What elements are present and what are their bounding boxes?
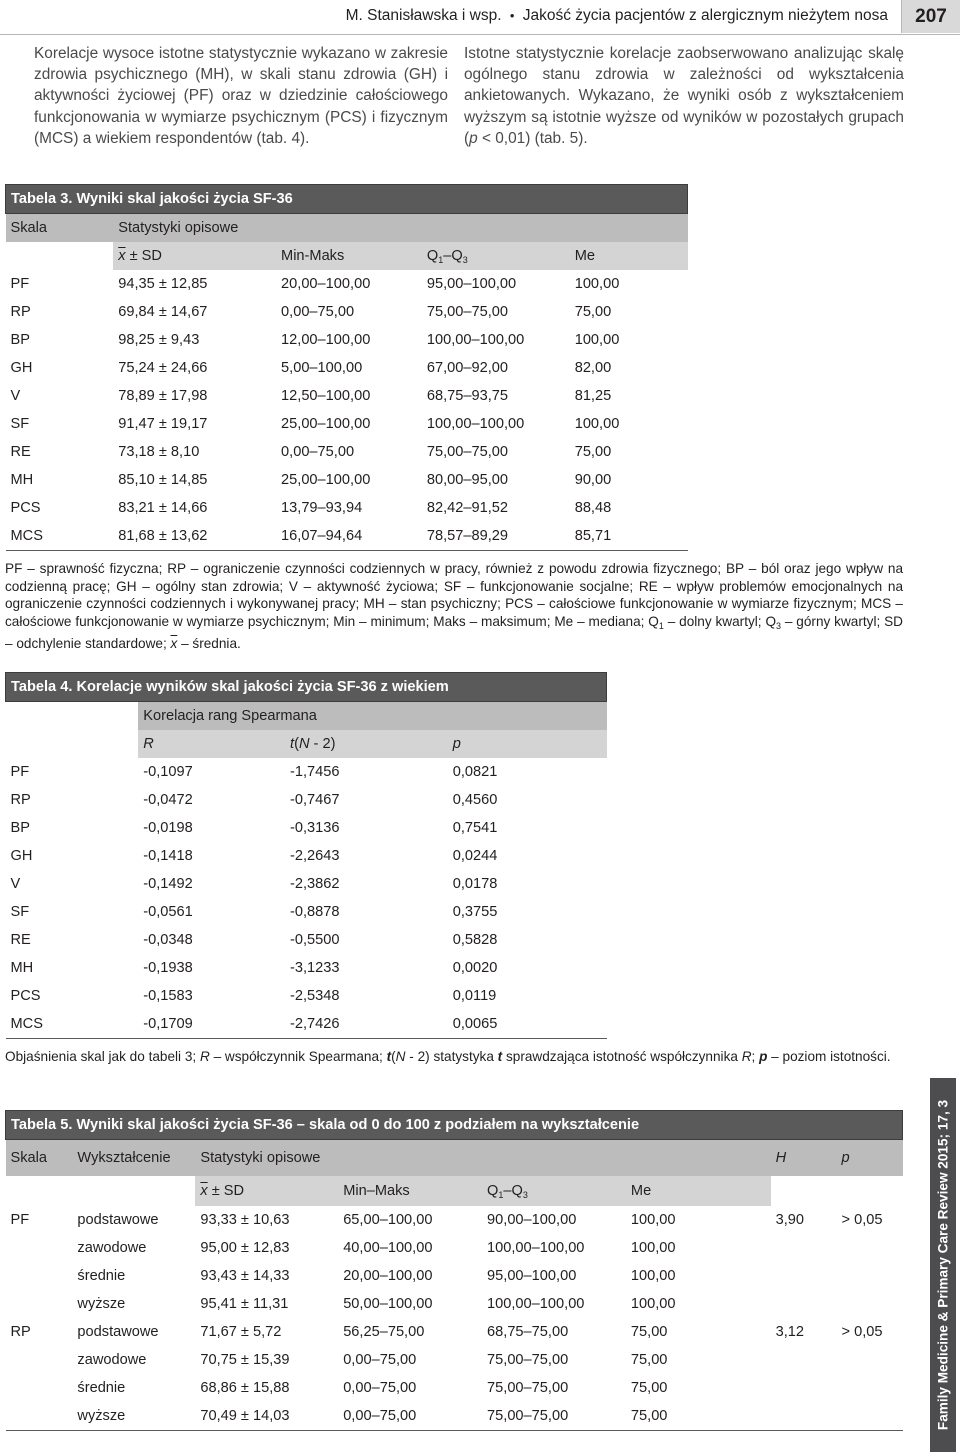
cell-mean-sd: 69,84 ± 14,67 [118, 304, 208, 320]
cell-min-max: 5,00–100,00 [281, 360, 363, 376]
footnote-mean-symbol: $\overline{x}$ [170, 636, 178, 652]
cell-quartiles: 68,75–93,75 [426, 388, 509, 404]
table-5-sub-mean [195, 1176, 338, 1206]
cell-min-max: 12,00–100,00 [281, 332, 371, 348]
cell-t: -0,3136 [290, 820, 340, 836]
table-row [6, 1346, 903, 1374]
table-row [6, 870, 607, 898]
table-3-col-stats: Statystyki opisowe [113, 214, 687, 243]
t4-note-t: t [386, 1049, 392, 1064]
table-row [6, 1402, 903, 1431]
cell-h: 3,12 [775, 1324, 805, 1340]
cell-median: 82,00 [574, 360, 612, 376]
cell-mean-sd: 70,49 ± 14,03 [195, 1402, 338, 1431]
cell-min-max: 20,00–100,00 [281, 276, 371, 292]
t4-note-f: ; [751, 1049, 760, 1064]
cell-h [771, 1346, 837, 1374]
table-5-col-edu: Wykształcenie [72, 1140, 195, 1177]
table-row [6, 382, 688, 410]
cell-median: 85,71 [570, 522, 688, 551]
table-row [6, 438, 688, 466]
cell-median: 100,00 [630, 1212, 676, 1228]
cell-h: 3,90 [775, 1212, 805, 1228]
cell-scale: RE [10, 444, 31, 460]
cell-median: 88,48 [574, 500, 612, 516]
cell-education: średnie [77, 1380, 126, 1396]
cell-h [771, 1290, 837, 1318]
table-5-sub-minmax: Min–Maks [338, 1176, 482, 1206]
cell-mean-sd: 75,24 ± 24,66 [118, 360, 208, 376]
cell-mean-sd: 68,86 ± 15,88 [200, 1380, 290, 1396]
running-header [0, 0, 960, 35]
cell-p: 0,0119 [452, 988, 497, 1004]
table-4-subheader-row [6, 730, 607, 758]
t4-note-d: - 2) statystyka [405, 1049, 498, 1064]
cell-mean-sd: 71,67 ± 5,72 [200, 1324, 282, 1340]
table-row [6, 1318, 903, 1346]
t4-note-r: R [199, 1049, 210, 1064]
cell-p: 0,0244 [452, 848, 498, 864]
cell-min-max: 65,00–100,00 [343, 1212, 433, 1228]
cell-scale [6, 1262, 73, 1290]
cell-p [837, 1290, 903, 1318]
q-sub-1: 1 [438, 254, 444, 265]
table-row [6, 1234, 903, 1262]
cell-p: > 0,05 [841, 1324, 883, 1340]
cell-t: -0,5500 [290, 932, 340, 948]
cell-p [837, 1402, 903, 1431]
table-4 [5, 672, 607, 1039]
cell-quartiles: 95,00–100,00 [426, 276, 517, 292]
q-letter: Q [426, 247, 439, 264]
cell-quartiles: 100,00–100,00 [487, 1296, 585, 1312]
cell-quartiles: 75,00–75,00 [482, 1402, 626, 1431]
cell-scale: MH [10, 472, 34, 488]
table-5-sub-blank-2 [72, 1176, 195, 1206]
table-5-col-h: H [771, 1140, 837, 1177]
table-3-header-row [6, 214, 688, 243]
table-row [6, 842, 607, 870]
cell-scale [6, 1374, 73, 1402]
cell-h [771, 1374, 837, 1402]
cell-t: -2,7426 [285, 1010, 448, 1039]
cell-quartiles: 82,42–91,52 [426, 500, 509, 516]
cell-scale [6, 1234, 73, 1262]
cell-scale: SF [10, 416, 30, 432]
intro-right-text: Istotne statystycznie korelacje zaobserwowano analizując skalę ogólnego stanu zdrowia w zależności od wykształcenia ankietowanych. Wykazano, że wyniki osób z wykształceniem wyższym są istotnie wyższe od wyników w pozostałych grupach ( [464, 45, 904, 147]
cell-median: 75,00 [626, 1402, 771, 1431]
cell-scale: RP [10, 1324, 31, 1340]
footnote-text: PF – sprawność fizyczna; RP – ograniczenie czynności codziennych w pracy, również z powodu zdrowia fizycznego; BP – ból oraz jego wpływ na codzienną pracę; GH – ogólny stan zdrowia; V – aktywność życiowa; SF – funkcjonowanie socjalne; RE – wpływ problemów emocjonalnych na ograniczenie czynności codziennych i wykonywanej pracy; MH – stan psychiczny; PCS – całościowe funkcjonowanie w wymiarze fizycznym; MCS – całościowe funkcjonowanie w wymiarze psychicznym; Min – minimum; Maks – maksimum; Me – mediana; Q [5, 561, 903, 629]
t4-note-a: Objaśnienia skal jak do tabeli 3; [5, 1049, 200, 1064]
cell-t: -0,8878 [290, 904, 340, 920]
cell-median: 100,00 [574, 332, 620, 348]
cell-min-max: 12,50–100,00 [281, 388, 371, 404]
table-row [6, 982, 607, 1010]
cell-scale: PF [10, 276, 30, 292]
cell-scale: V [10, 876, 21, 892]
cell-median: 90,00 [574, 472, 612, 488]
q-sub-3: 3 [522, 1189, 528, 1200]
t4-note-r2: R [741, 1049, 752, 1064]
cell-median: 75,00 [574, 304, 612, 320]
cell-scale: RE [10, 932, 31, 948]
cell-min-max: 40,00–100,00 [343, 1240, 433, 1256]
cell-min-max: 25,00–100,00 [281, 472, 371, 488]
cell-min-max: 0,00–75,00 [343, 1352, 417, 1368]
cell-r: -0,0348 [143, 932, 193, 948]
table-4-subheader-blank [6, 730, 139, 758]
cell-median: 100,00 [630, 1268, 676, 1284]
cell-p [837, 1374, 903, 1402]
table-4-header-blank [6, 702, 139, 731]
cell-mean-sd: 91,47 ± 19,17 [118, 416, 208, 432]
cell-quartiles: 75,00–75,00 [487, 1352, 569, 1368]
table-3-subheader-row [6, 242, 688, 270]
q-sub-3: 3 [462, 254, 468, 265]
q-dash: –Q [443, 247, 463, 264]
table-4-title-row [6, 673, 607, 702]
cell-scale: MCS [6, 522, 114, 551]
table-5-label: Tabela 5. [11, 1117, 73, 1133]
cell-mean-sd: 81,68 ± 13,62 [113, 522, 276, 551]
t4-note-t2: t [497, 1049, 503, 1064]
cell-mean-sd: 93,33 ± 10,63 [200, 1212, 290, 1228]
cell-scale [6, 1346, 73, 1374]
cell-median: 100,00 [630, 1240, 676, 1256]
table-5-sub-blank-4 [837, 1176, 903, 1206]
table-5-col-scale: Skala [6, 1140, 73, 1177]
footnote-text-c: – górny kwartyl; SD – odchylenie standardowe; [5, 613, 903, 652]
cell-min-max: 25,00–100,00 [281, 416, 371, 432]
table-3-sub-minmax: Min-Maks [276, 242, 422, 270]
table-5-title [6, 1111, 903, 1140]
cell-r: -0,1418 [143, 848, 193, 864]
cell-t: -1,7456 [290, 764, 340, 780]
cell-h [771, 1234, 837, 1262]
table-3-col-scale: Skala [6, 214, 114, 243]
footnote-text-b: – dolny kwartyl; Q [663, 613, 777, 629]
cell-mean-sd: 78,89 ± 17,98 [118, 388, 208, 404]
table-3-sub-me: Me [570, 242, 688, 270]
table-row [6, 326, 688, 354]
mean-sd-text: ± SD [207, 1183, 245, 1199]
cell-min-max: 0,00–75,00 [281, 304, 355, 320]
cell-median: 75,00 [574, 444, 612, 460]
table-4-col-r: R [138, 730, 285, 758]
t4-note-p: p [759, 1049, 768, 1064]
cell-min-max: 0,00–75,00 [338, 1402, 482, 1431]
table-row [6, 466, 688, 494]
q-sub-1: 1 [498, 1189, 504, 1200]
cell-r: -0,1492 [143, 876, 193, 892]
cell-quartiles: 78,57–89,29 [422, 522, 570, 551]
cell-min-max: 20,00–100,00 [343, 1268, 433, 1284]
cell-p: 0,3755 [452, 904, 498, 920]
intro-paragraph-left: Korelacje wysoce istotne statystycznie wykazano w zakresie zdrowia psychicznego (MH), w skali stanu zdrowia (GH) i aktywności życiowej (PF) oraz w dziedzinie całościowego funkcjonowania w wymiarze psychicznym (PCS) i fizycznym (MCS) a wiekiem respondentów (tab. 4). [34, 45, 448, 147]
cell-median: 100,00 [630, 1296, 676, 1312]
cell-median: 100,00 [574, 276, 620, 292]
t4-note-e: sprawdzająca istotność współczynnika [502, 1049, 742, 1064]
cell-education: wyższe [77, 1296, 126, 1312]
table-3-sub-mean [113, 242, 276, 270]
cell-education: wyższe [72, 1402, 195, 1431]
table-5-title-text: Wyniki skal jakości życia SF-36 – skala od 0 do 100 z podziałem na wykształcenie [76, 1117, 640, 1133]
cell-min-max: 50,00–100,00 [343, 1296, 433, 1312]
cell-r: -0,0561 [143, 904, 193, 920]
t4-note-g: – poziom istotności. [767, 1049, 891, 1064]
cell-r: -0,1097 [143, 764, 193, 780]
cell-quartiles: 90,00–100,00 [487, 1212, 577, 1228]
cell-mean-sd: 93,43 ± 14,33 [200, 1268, 290, 1284]
table-4-title-text: Korelacje wyników skal jakości życia SF-36 z wiekiem [76, 679, 449, 695]
footnote-sub-1: 1 [658, 620, 664, 631]
cell-p: 0,0178 [452, 876, 498, 892]
cell-r: -0,1709 [138, 1010, 285, 1039]
table-5-sub-blank-1 [6, 1176, 73, 1206]
t4-note-c: ( [391, 1049, 396, 1064]
page-number: 207 [901, 0, 960, 33]
running-header-text [346, 7, 888, 25]
cell-p [837, 1346, 903, 1374]
table-row [6, 1010, 607, 1039]
cell-p [837, 1234, 903, 1262]
intro-right-text-end: < 0,01) (tab. 5). [477, 129, 588, 147]
cell-mean-sd: 98,25 ± 9,43 [118, 332, 200, 348]
cell-t: -3,1233 [290, 960, 340, 976]
table-5-sub-me: Me [626, 1176, 771, 1206]
table-4-header-row [6, 702, 607, 731]
mean-symbol: $\overline{x}$ [200, 1183, 208, 1199]
cell-r: -0,1583 [143, 988, 193, 1004]
cell-scale: MCS [6, 1010, 139, 1039]
table-row [6, 270, 688, 298]
n-letter: N [298, 736, 310, 752]
cell-p: 0,7541 [452, 820, 498, 836]
q-letter: Q [487, 1182, 499, 1199]
cell-scale: MH [10, 960, 34, 976]
cell-quartiles: 75,00–75,00 [426, 304, 509, 320]
table-row [6, 354, 688, 382]
cell-scale: PF [10, 1212, 30, 1228]
mean-sd-text: ± SD [125, 248, 162, 264]
table-row [6, 954, 607, 982]
table-row [6, 1290, 903, 1318]
t4-note-n: N [395, 1049, 406, 1064]
cell-quartiles: 100,00–100,00 [426, 332, 525, 348]
t-rest: - 2) [309, 736, 336, 752]
journal-sidebar-text: Family Medicine & Primary Care Review 2015; 17, 3 [935, 1099, 951, 1431]
cell-mean-sd: 94,35 ± 12,85 [118, 276, 208, 292]
cell-quartiles: 68,75–75,00 [487, 1324, 569, 1340]
cell-education: średnie [77, 1268, 126, 1284]
table-4-title [6, 673, 607, 702]
cell-quartiles: 100,00–100,00 [487, 1240, 585, 1256]
table-3-title-text: Wyniki skal jakości życia SF-36 [76, 191, 293, 207]
header-bullet: • [509, 8, 515, 23]
cell-education: podstawowe [77, 1324, 159, 1340]
cell-education: zawodowe [77, 1240, 147, 1256]
table-5-title-row [6, 1111, 903, 1140]
cell-scale: GH [10, 848, 33, 864]
cell-median: 100,00 [574, 416, 620, 432]
journal-sidebar [930, 1078, 956, 1452]
cell-min-max: 0,00–75,00 [281, 444, 355, 460]
header-title: Jakość życia pacjentów z alergicznym nieżytem nosa [522, 7, 888, 24]
table-4-col-t [285, 730, 448, 758]
cell-min-max: 13,79–93,94 [281, 500, 363, 516]
table-3 [5, 184, 688, 551]
table-row [6, 814, 607, 842]
cell-median: 81,25 [574, 388, 612, 404]
table-3-title [6, 185, 688, 214]
header-authors: M. Stanisławska i wsp. [345, 7, 502, 24]
cell-mean-sd: 85,10 ± 14,85 [118, 472, 208, 488]
cell-h [771, 1262, 837, 1290]
mean-symbol: $\overline{x}$ [118, 248, 126, 264]
cell-scale: V [10, 388, 21, 404]
cell-mean-sd: 95,00 ± 12,83 [200, 1240, 290, 1256]
cell-education: zawodowe [77, 1352, 147, 1368]
cell-p: 0,0821 [452, 764, 498, 780]
table-row [6, 522, 688, 551]
table-row [6, 494, 688, 522]
cell-quartiles: 80,00–95,00 [426, 472, 509, 488]
table-4-col-group: Korelacja rang Spearmana [138, 702, 606, 731]
cell-h [771, 1402, 837, 1431]
cell-t: -2,3862 [290, 876, 340, 892]
cell-mean-sd: 95,41 ± 11,31 [200, 1296, 289, 1312]
table-4-label: Tabela 4. [11, 679, 73, 695]
table-row [6, 926, 607, 954]
cell-quartiles: 75,00–75,00 [487, 1380, 569, 1396]
cell-median: 75,00 [630, 1352, 668, 1368]
cell-mean-sd: 73,18 ± 8,10 [118, 444, 200, 460]
table-row [6, 758, 607, 786]
cell-scale: PCS [10, 500, 41, 516]
cell-min-max: 0,00–75,00 [343, 1380, 417, 1396]
footnote-text-d: – średnia. [177, 636, 241, 652]
t-paren: ( [294, 736, 299, 752]
cell-scale: SF [10, 904, 30, 920]
cell-quartiles: 75,00–75,00 [426, 444, 509, 460]
cell-scale: BP [10, 332, 30, 348]
table-row [6, 898, 607, 926]
cell-scale: BP [10, 820, 30, 836]
cell-t: -2,2643 [290, 848, 340, 864]
cell-r: -0,0198 [143, 820, 193, 836]
t4-note-b: – współczynnik Spearmana; [209, 1049, 387, 1064]
table-row [6, 1206, 903, 1234]
table-row [6, 1262, 903, 1290]
q-dash: –Q [503, 1182, 523, 1199]
intro-paragraph-right [464, 43, 904, 149]
cell-r: -0,0472 [143, 792, 193, 808]
table-row [6, 298, 688, 326]
table-5-col-p: p [837, 1140, 903, 1177]
cell-mean-sd: 70,75 ± 15,39 [200, 1352, 290, 1368]
table-3-subheader-blank [6, 242, 114, 270]
table-5-header-row [6, 1140, 903, 1177]
table-row [6, 786, 607, 814]
cell-scale [6, 1402, 73, 1431]
cell-education: podstawowe [77, 1212, 159, 1228]
cell-r: -0,1938 [143, 960, 193, 976]
table-row [6, 1374, 903, 1402]
table-5-subheader-row [6, 1176, 903, 1206]
cell-p: 0,0020 [452, 960, 498, 976]
cell-scale: GH [10, 360, 33, 376]
cell-scale: PCS [10, 988, 41, 1004]
cell-scale: PF [10, 764, 30, 780]
table-3-label: Tabela 3. [11, 191, 73, 207]
cell-scale: RP [10, 792, 31, 808]
cell-quartiles: 100,00–100,00 [426, 416, 525, 432]
table-3-title-row [6, 185, 688, 214]
t-letter: t [290, 736, 295, 752]
cell-mean-sd: 83,21 ± 14,66 [118, 500, 208, 516]
cell-t: -2,5348 [290, 988, 340, 1004]
cell-p [837, 1262, 903, 1290]
cell-min-max: 56,25–75,00 [343, 1324, 425, 1340]
cell-median: 75,00 [630, 1380, 668, 1396]
cell-p: > 0,05 [841, 1212, 883, 1228]
cell-p: 0,0065 [448, 1010, 607, 1039]
cell-p: 0,5828 [452, 932, 498, 948]
footnote-sub-3: 3 [776, 620, 782, 631]
table-5-sub-quartiles [482, 1176, 626, 1206]
cell-quartiles: 67,00–92,00 [426, 360, 509, 376]
cell-scale [6, 1290, 73, 1318]
table-3-sub-quartiles [422, 242, 570, 270]
table-3-footnote [5, 560, 903, 653]
table-4-footnote [5, 1048, 903, 1066]
table-row [6, 410, 688, 438]
table-5-col-stats: Statystyki opisowe [195, 1140, 770, 1177]
table-4-col-p: p [448, 730, 607, 758]
cell-min-max: 16,07–94,64 [276, 522, 422, 551]
cell-p: 0,4560 [452, 792, 498, 808]
table-5-sub-blank-3 [771, 1176, 837, 1206]
cell-scale: RP [10, 304, 31, 320]
cell-median: 75,00 [630, 1324, 668, 1340]
cell-quartiles: 95,00–100,00 [487, 1268, 577, 1284]
table-5 [5, 1110, 903, 1431]
intro-right-p: p [469, 129, 478, 147]
cell-t: -0,7467 [290, 792, 340, 808]
